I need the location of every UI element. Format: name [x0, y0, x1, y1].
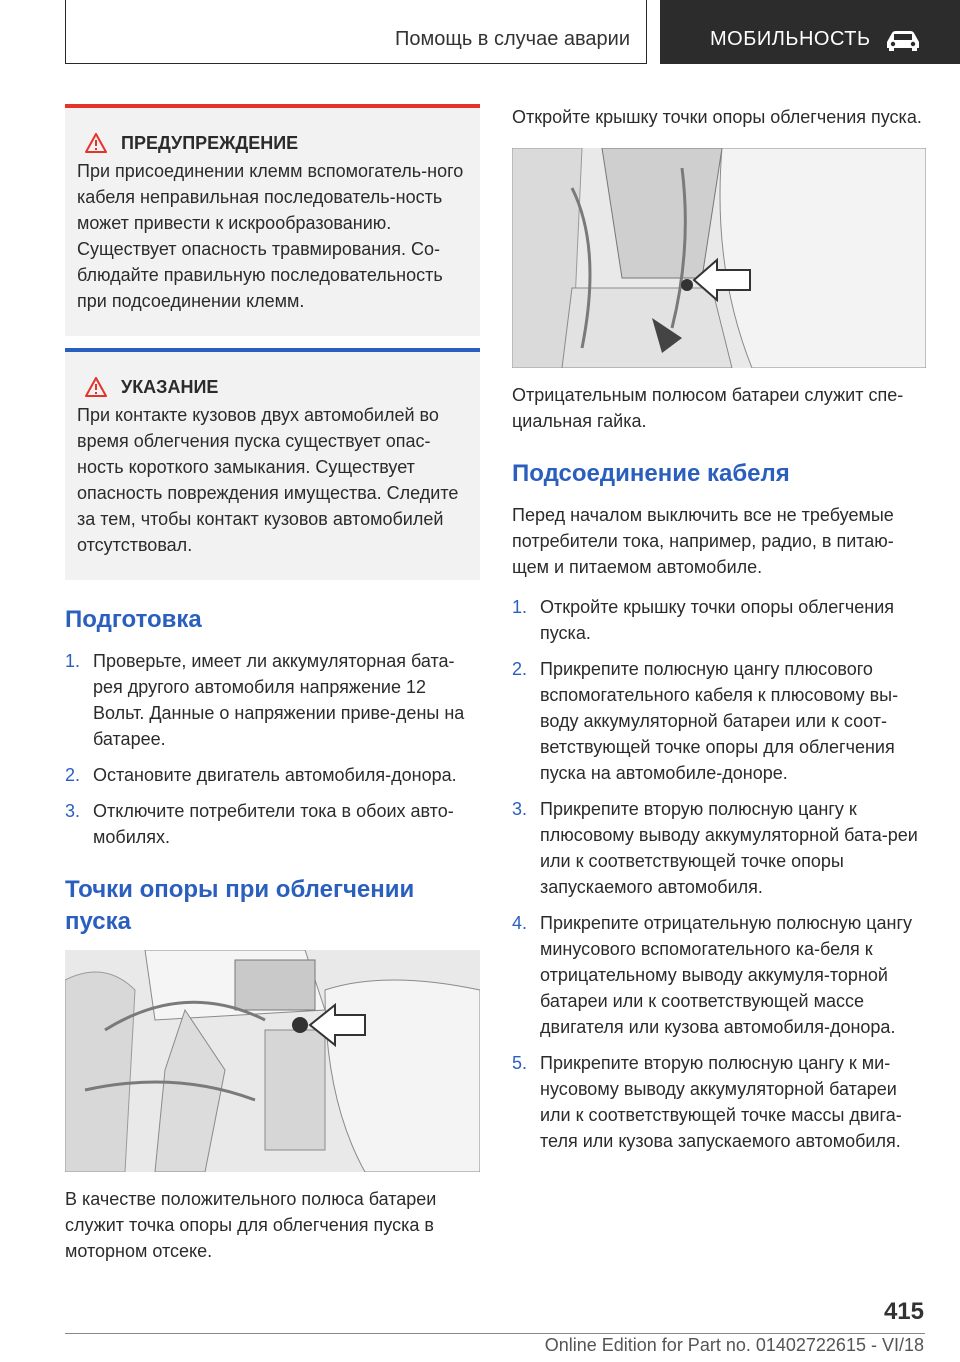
right-column	[512, 104, 926, 1164]
cable-steps	[512, 594, 926, 1154]
notice-text: При контакте кузовов двух автомобилей во время облегчения пуска существует опас-ность короткого замыкания. Существует опасность повреждения имущества. Следите за тем, чтобы контакт кузовов автомобилей отсутствовал.	[77, 405, 459, 555]
engine-bay-positive-figure	[65, 950, 480, 1172]
header-section-tab	[65, 0, 647, 64]
edition-info: Online Edition for Part no. 01402722615 - VI/18	[544, 1335, 924, 1355]
engine-bay-negative-illustration	[512, 148, 926, 368]
engine-bay-negative-figure	[512, 148, 926, 368]
open-cover-intro: Откройте крышку точки опоры облегчения пуска.	[512, 107, 922, 127]
support-points-caption: В качестве положительного полюса батареи служит точка опоры для облегчения пуска в моторном отсеке.	[65, 1189, 437, 1261]
preparation-heading: Подготовка	[65, 606, 202, 633]
notice-title: УКАЗАНИЕ	[121, 377, 219, 397]
list-item: 3. Прикрепите вторую полюсную цангу к плюсовому выводу аккумуляторной бата-реи или к соответствующей точке опоры запускаемого автомобиля.	[512, 799, 918, 897]
negative-pole-caption: Отрицательным полюсом батареи служит спе-циальная гайка.	[512, 385, 904, 431]
list-item: 1. Откройте крышку точки опоры облегчения пуска.	[512, 597, 894, 643]
warning-triangle-icon	[85, 133, 107, 153]
cable-intro: Перед началом выключить все не требуемые потребители тока, например, радио, в питаю-щем и питаемом автомобиле.	[512, 505, 894, 577]
warning-title: ПРЕДУПРЕЖДЕНИЕ	[121, 133, 299, 153]
list-item: 2. Остановите двигатель автомобиля-донора.	[65, 765, 457, 785]
header-chapter-title: МОБИЛЬНОСТЬ	[710, 28, 871, 50]
support-points-heading: Точки опоры при облегчении пуска	[65, 876, 415, 935]
list-item: 5. Прикрепите вторую полюсную цангу к ми-нусовому выводу аккумуляторной батареи или к соответствующей точке массы двига-теля или кузова запускаемого автомобиля.	[512, 1053, 902, 1151]
list-item: 1. Проверьте, имеет ли аккумуляторная бата-рея другого автомобиля напряжение 12 Вольт. Данные о напряжении приве-дены на батарее.	[65, 651, 465, 749]
car-icon	[883, 28, 923, 52]
left-column	[65, 104, 480, 1274]
list-item: 3. Отключите потребители тока в обоих авто-мобилях.	[65, 801, 454, 847]
preparation-steps	[65, 648, 480, 850]
header-section-title: Помощь в случае аварии	[395, 28, 630, 50]
footer-divider	[65, 1333, 925, 1334]
list-item: 2. Прикрепите полюсную цангу плюсового вспомогательного кабеля к плюсовому вы-воду аккумуляторной батареи или к соот-ветствующей точке опоры для облегчения пуска на автомобиле-доноре.	[512, 659, 899, 783]
list-item: 4. Прикрепите отрицательную полюсную цангу минусового вспомогательного ка-беля к отрицательному выводу аккумуля-торной батареи или к соответствующей массе двигателя или кузова автомобиля-донора.	[512, 913, 913, 1037]
page-number: 415	[883, 1298, 924, 1325]
warning-text: При присоединении клемм вспомогатель-ного кабеля неправильная последователь-ность может привести к искрообразованию. Существует опасность травмирования. Со-блюдайте правильную последовательность при подсоединении клемм.	[77, 161, 464, 311]
engine-bay-positive-illustration	[65, 950, 480, 1172]
notice-box	[65, 348, 480, 580]
warning-box	[65, 104, 480, 336]
notice-triangle-icon	[85, 377, 107, 397]
cable-heading: Подсоединение кабеля	[512, 460, 790, 487]
